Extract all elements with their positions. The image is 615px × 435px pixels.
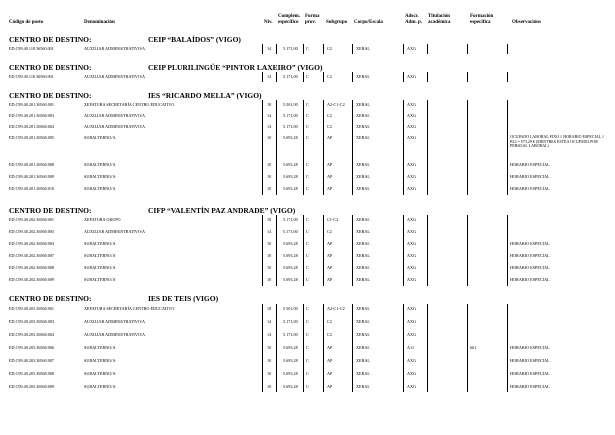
cell-code: ED.C99.40.201.36560.001 <box>9 102 55 107</box>
header-denominacion: Denominación <box>84 20 115 25</box>
cell-nivel: 14 <box>267 74 272 79</box>
cell-observacions: HORARIO ESPECIAL <box>510 384 550 389</box>
cell-denominacion: SUBALTERNO/A <box>84 135 116 140</box>
cell-forma: C <box>306 217 309 222</box>
column-rule <box>352 215 353 286</box>
cell-corpo: XERAL <box>356 46 370 51</box>
cell-denominacion: SUBALTERNO/A <box>84 174 116 179</box>
table-row <box>0 160 615 169</box>
table-row <box>0 239 615 248</box>
table-row <box>0 382 615 391</box>
cell-denominacion: AUXILIAR ADMINISTRATIVO/A <box>84 229 146 234</box>
cell-nivel: 14 <box>267 332 272 337</box>
cell-complemento: 5.171,00 <box>283 74 298 79</box>
cell-observacions: HORARIO ESPECIAL <box>510 174 550 179</box>
cell-adscripcion: AXG <box>407 135 417 140</box>
section-name: IES DE TEIS (VIGO) <box>148 294 219 303</box>
header-formacion-2: específica <box>470 20 491 25</box>
column-rule <box>262 100 263 195</box>
table-row <box>0 111 615 120</box>
cell-complemento: 5.693,28 <box>283 241 298 246</box>
cell-forma: C <box>306 102 309 107</box>
cell-complemento: 5.171,00 <box>283 124 298 129</box>
table-row <box>0 356 615 365</box>
header-adscr-1: Adscr. <box>405 14 419 19</box>
cell-nivel: 10 <box>267 345 272 350</box>
cell-subgrupo: C2 <box>327 229 332 234</box>
cell-corpo: XERAL <box>356 265 370 270</box>
cell-denominacion: AUXILIAR ADMINISTRATIVO/A <box>84 74 146 79</box>
cell-observacions: HORARIO ESPECIAL <box>510 162 550 167</box>
header-nivel: Niv. <box>264 20 273 25</box>
cell-corpo: XERAL <box>356 306 370 311</box>
cell-formacion: 661 <box>470 345 477 350</box>
cell-subgrupo: AP <box>327 277 333 282</box>
cell-code: ED.C99.40.202.36560.007 <box>9 253 55 258</box>
column-rule <box>427 72 428 82</box>
cell-adscripcion: AXG <box>407 384 417 389</box>
cell-forma: C <box>306 229 309 234</box>
cell-corpo: XERAL <box>356 345 370 350</box>
cell-complemento: 5.171,00 <box>283 229 298 234</box>
column-rule <box>352 44 353 54</box>
column-rule <box>352 100 353 195</box>
header-adscr-2: Adm. p. <box>405 20 423 25</box>
cell-subgrupo: C2 <box>327 332 332 337</box>
column-rule <box>467 304 468 392</box>
column-rule <box>427 100 428 195</box>
cell-forma: C <box>306 253 309 258</box>
cell-corpo: XERAL <box>356 135 370 140</box>
cell-nivel: 18 <box>267 306 272 311</box>
cell-adscripcion: AXG <box>407 229 417 234</box>
cell-denominacion: SUBALTERNO/A <box>84 241 116 246</box>
cell-adscripcion: A11 <box>407 345 415 350</box>
column-rule <box>467 100 468 195</box>
cell-observacions: HORARIO ESPECIAL <box>510 277 550 282</box>
column-rule <box>276 304 277 392</box>
cell-subgrupo: C2 <box>327 124 332 129</box>
cell-code: ED.C99.40.202.36560.004 <box>9 241 55 246</box>
cell-subgrupo: C2 <box>327 74 332 79</box>
column-rule <box>262 44 263 54</box>
column-rule <box>403 44 404 54</box>
section-name: CEIP “BALAÍDOS” (VIGO) <box>148 35 241 44</box>
cell-denominacion: SUBALTERNO/A <box>84 384 116 389</box>
column-rule <box>323 304 324 392</box>
table-row <box>0 330 615 339</box>
cell-code: ED.C99.40.202.36560.009 <box>9 277 55 282</box>
table-row <box>0 317 615 326</box>
table-row <box>0 72 615 81</box>
cell-observacions: HORARIO ESPECIAL <box>510 371 550 376</box>
cell-adscripcion: AXG <box>407 113 417 118</box>
cell-corpo: XERAL <box>356 217 370 222</box>
column-rule <box>276 72 277 82</box>
column-rule <box>403 100 404 195</box>
column-rule <box>303 72 304 82</box>
cell-complemento: 5.693,28 <box>283 345 298 350</box>
cell-nivel: 10 <box>267 358 272 363</box>
cell-nivel: 10 <box>267 384 272 389</box>
cell-complemento: 5.693,28 <box>283 174 298 179</box>
column-rule <box>323 44 324 54</box>
cell-complemento: 5.171,00 <box>283 332 298 337</box>
cell-nivel: 10 <box>267 135 272 140</box>
cell-subgrupo: AP <box>327 265 333 270</box>
column-rule <box>352 304 353 392</box>
cell-forma: C <box>306 306 309 311</box>
column-rule <box>467 44 468 54</box>
cell-denominacion: SUBALTERNO/A <box>84 277 116 282</box>
column-rule <box>403 215 404 286</box>
cell-denominacion: SUBALTERNO/A <box>84 371 116 376</box>
header-corpo: Corpo/Escala <box>354 20 383 25</box>
header-observacions: Observacións <box>512 20 541 25</box>
cell-nivel: 14 <box>267 124 272 129</box>
cell-observacions: HORARIO ESPECIAL <box>510 186 550 191</box>
cell-subgrupo: C2 <box>327 113 332 118</box>
section-label: CENTRO DE DESTINO: <box>9 91 92 100</box>
header-titulacion-1: Titulación <box>428 14 450 19</box>
cell-subgrupo: AP <box>327 371 333 376</box>
cell-complemento: 5.171,00 <box>283 217 298 222</box>
cell-observacions: HORARIO ESPECIAL <box>510 345 550 350</box>
cell-complemento: 5.693,28 <box>283 135 298 140</box>
cell-forma: C <box>306 265 309 270</box>
cell-complemento: 5.501,00 <box>283 102 298 107</box>
cell-adscripcion: AXG <box>407 174 417 179</box>
table-row <box>0 304 615 313</box>
cell-denominacion: AUXILIAR ADMINISTRATIVO/A <box>84 332 146 337</box>
header-forma-1: Forma <box>305 14 320 19</box>
cell-code: ED.C99.40.203.36560.006 <box>9 345 55 350</box>
cell-nivel: 14 <box>267 113 272 118</box>
section-name: IES “RICARDO MELLA” (VIGO) <box>148 91 262 100</box>
column-rule <box>427 304 428 392</box>
cell-denominacion: AUXILIAR ADMINISTRATIVO/A <box>84 113 146 118</box>
cell-forma: C <box>306 74 309 79</box>
cell-subgrupo: A2-C1-C2 <box>327 306 345 311</box>
column-rule <box>276 215 277 286</box>
cell-forma: C <box>306 332 309 337</box>
cell-denominacion: SUBALTERNO/A <box>84 253 116 258</box>
cell-denominacion: XEFATURA GRUPO <box>84 217 121 222</box>
cell-denominacion: SUBALTERNO/A <box>84 358 116 363</box>
cell-subgrupo: AP <box>327 241 333 246</box>
cell-nivel: 14 <box>267 46 272 51</box>
cell-complemento: 5.171,00 <box>283 113 298 118</box>
cell-nivel: 10 <box>267 241 272 246</box>
column-rule <box>303 304 304 392</box>
column-rule <box>507 215 508 286</box>
header-complem-2: específico <box>278 20 299 25</box>
table-row <box>0 369 615 378</box>
header-codigo: Código de posto <box>9 20 44 25</box>
column-rule <box>323 72 324 82</box>
cell-denominacion: SUBALTERNO/A <box>84 345 116 350</box>
cell-adscripcion: AXG <box>407 241 417 246</box>
cell-denominacion: SUBALTERNO/A <box>84 162 116 167</box>
cell-observacions: HORARIO ESPECIAL <box>510 358 550 363</box>
cell-corpo: XERAL <box>356 332 370 337</box>
cell-forma: C <box>306 124 309 129</box>
cell-complemento: 5.693,28 <box>283 384 298 389</box>
cell-adscripcion: AXG <box>407 186 417 191</box>
cell-subgrupo: A2-C1-C2 <box>327 102 345 107</box>
table-row <box>0 172 615 181</box>
cell-complemento: 5.501,00 <box>283 306 298 311</box>
cell-observacions: HORARIO ESPECIAL <box>510 265 550 270</box>
cell-subgrupo: AP <box>327 345 333 350</box>
cell-nivel: 10 <box>267 162 272 167</box>
cell-adscripcion: AXG <box>407 74 417 79</box>
section-label: CENTRO DE DESTINO: <box>9 294 92 303</box>
cell-forma: C <box>306 371 309 376</box>
cell-code: ED.C99.40.203.36560.007 <box>9 358 55 363</box>
column-rule <box>507 304 508 392</box>
cell-adscripcion: AXG <box>407 217 417 222</box>
table-row <box>0 100 615 109</box>
cell-corpo: XERAL <box>356 162 370 167</box>
table-row <box>0 44 615 53</box>
table-row <box>0 275 615 284</box>
cell-subgrupo: C2 <box>327 46 332 51</box>
cell-denominacion: XEFATURA SECRETARÍA CENTRO EDUCATIVO <box>84 306 175 311</box>
cell-observacions: HORARIO ESPECIAL <box>510 253 550 258</box>
cell-code: ED.C99.40.201.36560.010 <box>9 186 55 191</box>
cell-observacions: HORARIO ESPECIAL <box>510 241 550 246</box>
table-row <box>0 263 615 272</box>
table-row <box>0 122 615 131</box>
cell-forma: C <box>306 319 309 324</box>
column-rule <box>467 72 468 82</box>
cell-adscripcion: AXG <box>407 265 417 270</box>
cell-forma: C <box>306 345 309 350</box>
cell-subgrupo: AP <box>327 186 333 191</box>
cell-complemento: 5.693,28 <box>283 371 298 376</box>
cell-code: ED.C99.40.203.36560.003 <box>9 319 55 324</box>
cell-corpo: XERAL <box>356 113 370 118</box>
section-name: CIFP “VALENTÍN PAZ ANDRADE” (VIGO) <box>148 206 296 215</box>
header-titulacion-2: académica <box>428 20 451 25</box>
cell-forma: C <box>306 277 309 282</box>
header-subgrupo: Subgrupo <box>326 20 348 25</box>
cell-code: ED.C99.40.202.36560.001 <box>9 217 55 222</box>
cell-code: ED.C99.40.201.36560.008 <box>9 162 55 167</box>
cell-code: ED.C99.40.118.36560.001 <box>9 74 54 79</box>
cell-adscripcion: AXG <box>407 306 417 311</box>
column-rule <box>352 72 353 82</box>
cell-corpo: XERAL <box>356 229 370 234</box>
cell-subgrupo: AP <box>327 174 333 179</box>
header-formacion-1: Formación <box>470 14 494 19</box>
cell-denominacion: XEFATURA SECRETARÍA CENTRO EDUCATIVO <box>84 102 175 107</box>
cell-corpo: XERAL <box>356 358 370 363</box>
cell-code: ED.C99.40.201.36560.005 <box>9 135 55 140</box>
cell-nivel: 10 <box>267 265 272 270</box>
column-rule <box>276 100 277 195</box>
cell-forma: C <box>306 186 309 191</box>
cell-corpo: XERAL <box>356 277 370 282</box>
column-rule <box>507 72 508 82</box>
cell-corpo: XERAL <box>356 74 370 79</box>
cell-adscripcion: AXG <box>407 319 417 324</box>
cell-complemento: 5.693,28 <box>283 253 298 258</box>
cell-corpo: XERAL <box>356 241 370 246</box>
column-rule <box>467 215 468 286</box>
cell-denominacion: AUXILIAR ADMINISTRATIVO/A <box>84 46 146 51</box>
cell-nivel: 10 <box>267 186 272 191</box>
cell-corpo: XERAL <box>356 186 370 191</box>
cell-corpo: XERAL <box>356 384 370 389</box>
header-forma-2: prov. <box>305 20 316 25</box>
column-rule <box>403 304 404 392</box>
cell-code: ED.C99.40.203.36560.009 <box>9 384 55 389</box>
column-rule <box>303 215 304 286</box>
cell-subgrupo: AP <box>327 162 333 167</box>
cell-nivel: 14 <box>267 229 272 234</box>
cell-code: ED.C99.40.201.36560.004 <box>9 124 55 129</box>
cell-observacions: OCUPADO LABORAL FIXO // HORARIO ESPECIAL // B12 = 573,29 € (MENTRES ESTEA OCUPADO POR PERSOAL LABORAL) <box>510 134 605 149</box>
cell-adscripcion: AXG <box>407 332 417 337</box>
cell-code: ED.C99.40.202.36560.008 <box>9 265 55 270</box>
cell-denominacion: AUXILIAR ADMINISTRATIVO/A <box>84 124 146 129</box>
section-name: CEIP PLURILINGÜE “PINTOR LAXEIRO” (VIGO) <box>148 63 323 72</box>
table-row <box>0 184 615 193</box>
cell-code: ED.C99.40.203.36560.008 <box>9 371 55 376</box>
cell-adscripcion: AXG <box>407 46 417 51</box>
cell-subgrupo: AP <box>327 384 333 389</box>
cell-code: ED.C99.40.202.36560.003 <box>9 229 55 234</box>
section-label: CENTRO DE DESTINO: <box>9 206 92 215</box>
cell-complemento: 5.693,28 <box>283 162 298 167</box>
cell-subgrupo: AP <box>327 358 333 363</box>
column-rule <box>507 100 508 195</box>
section-label: CENTRO DE DESTINO: <box>9 35 92 44</box>
cell-nivel: 10 <box>267 253 272 258</box>
cell-adscripcion: AXG <box>407 371 417 376</box>
cell-denominacion: SUBALTERNO/A <box>84 186 116 191</box>
cell-forma: C <box>306 162 309 167</box>
table-row <box>0 343 615 352</box>
cell-adscripcion: AXG <box>407 277 417 282</box>
cell-complemento: 5.171,00 <box>283 46 298 51</box>
cell-nivel: 14 <box>267 319 272 324</box>
column-rule <box>427 215 428 286</box>
table-row <box>0 133 615 149</box>
cell-forma: C <box>306 241 309 246</box>
cell-forma: C <box>306 358 309 363</box>
cell-complemento: 5.171,00 <box>283 319 298 324</box>
section-label: CENTRO DE DESTINO: <box>9 63 92 72</box>
cell-code: ED.C99.40.203.36560.001 <box>9 306 55 311</box>
column-rule <box>427 44 428 54</box>
column-rule <box>262 215 263 286</box>
cell-complemento: 5.693,28 <box>283 277 298 282</box>
cell-adscripcion: AXG <box>407 124 417 129</box>
cell-denominacion: AUXILIAR ADMINISTRATIVO/A <box>84 319 146 324</box>
table-row <box>0 251 615 260</box>
cell-complemento: 5.693,28 <box>283 265 298 270</box>
column-rule <box>323 215 324 286</box>
cell-forma: C <box>306 174 309 179</box>
cell-corpo: XERAL <box>356 102 370 107</box>
cell-nivel: 10 <box>267 277 272 282</box>
cell-adscripcion: AXG <box>407 102 417 107</box>
cell-nivel: 18 <box>267 102 272 107</box>
cell-adscripcion: AXG <box>407 358 417 363</box>
cell-forma: C <box>306 46 309 51</box>
cell-corpo: XERAL <box>356 253 370 258</box>
cell-subgrupo: C2 <box>327 319 332 324</box>
cell-corpo: XERAL <box>356 319 370 324</box>
cell-code: ED.C99.40.201.36560.009 <box>9 174 55 179</box>
column-rule <box>323 100 324 195</box>
cell-complemento: 5.693,28 <box>283 186 298 191</box>
header-complem-1: Complem. <box>278 14 301 19</box>
cell-complemento: 5.693,28 <box>283 358 298 363</box>
cell-subgrupo: C1-C2 <box>327 217 339 222</box>
cell-forma: C <box>306 113 309 118</box>
cell-nivel: 10 <box>267 174 272 179</box>
table-row <box>0 215 615 224</box>
cell-code: ED.C99.40.203.36560.004 <box>9 332 55 337</box>
table-row <box>0 227 615 236</box>
column-rule <box>507 44 508 54</box>
cell-subgrupo: AP <box>327 253 333 258</box>
column-rule <box>303 100 304 195</box>
column-rule <box>403 72 404 82</box>
cell-code: ED.C99.40.118.36560.001 <box>9 46 54 51</box>
column-rule <box>303 44 304 54</box>
cell-forma: C <box>306 135 309 140</box>
cell-forma: C <box>306 384 309 389</box>
column-rule <box>262 304 263 392</box>
cell-nivel: 18 <box>267 217 272 222</box>
column-rule <box>276 44 277 54</box>
cell-corpo: XERAL <box>356 174 370 179</box>
column-rule <box>262 72 263 82</box>
cell-nivel: 10 <box>267 371 272 376</box>
cell-corpo: XERAL <box>356 124 370 129</box>
cell-corpo: XERAL <box>356 371 370 376</box>
cell-code: ED.C99.40.201.36560.003 <box>9 113 55 118</box>
cell-adscripcion: AXG <box>407 162 417 167</box>
cell-denominacion: SUBALTERNO/A <box>84 265 116 270</box>
cell-subgrupo: AP <box>327 135 333 140</box>
cell-adscripcion: AXG <box>407 253 417 258</box>
